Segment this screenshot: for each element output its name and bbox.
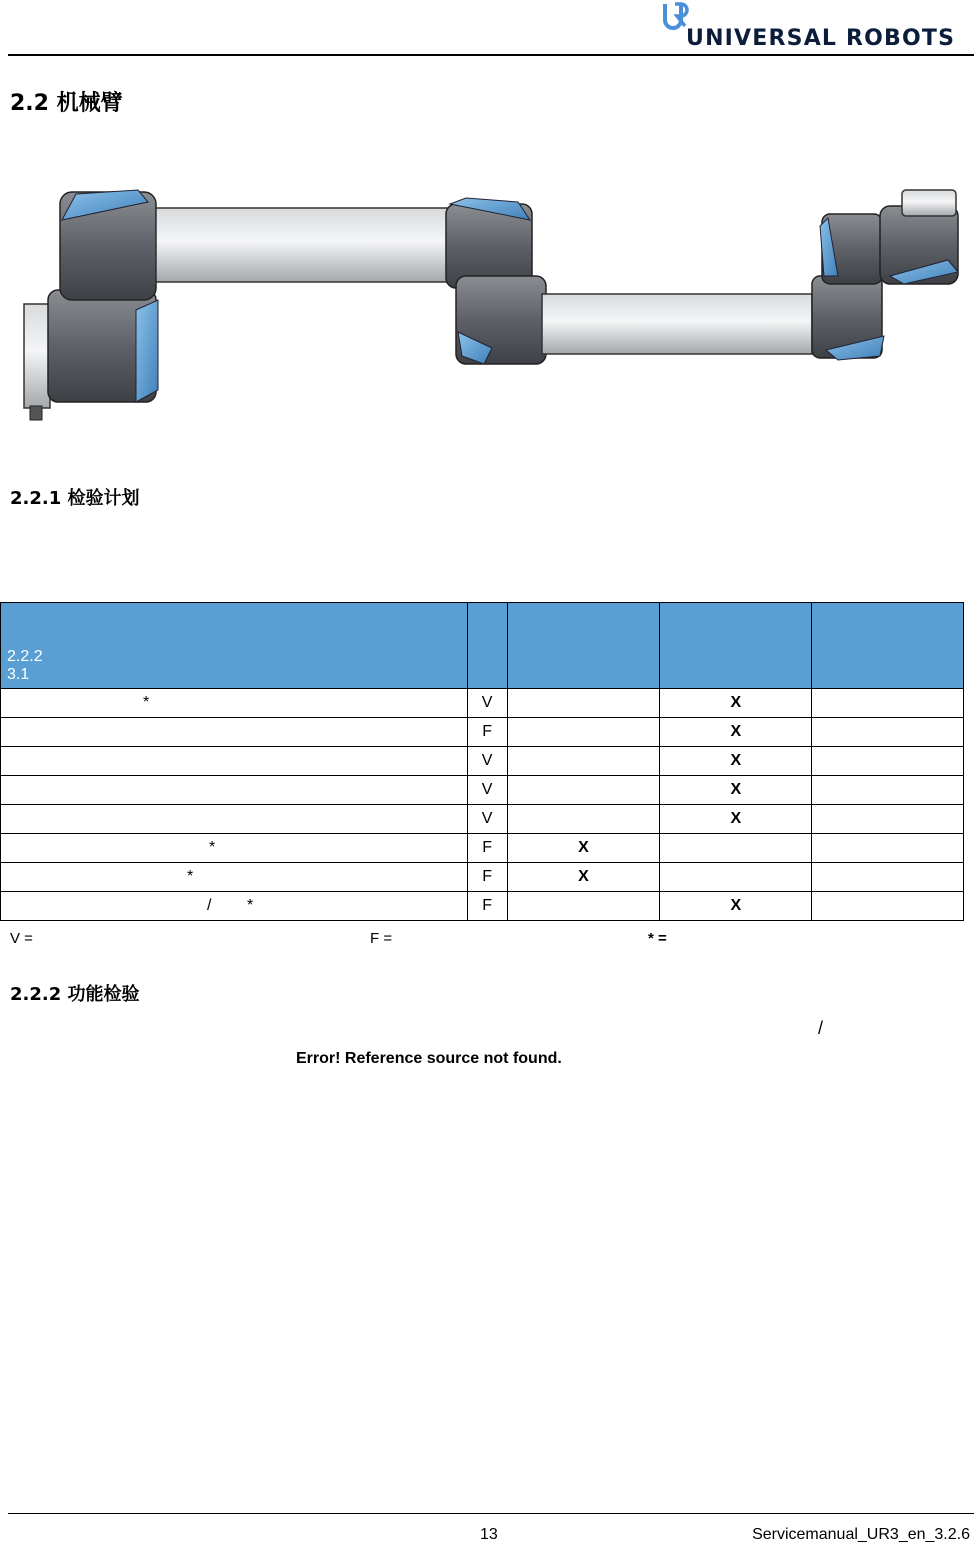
method-cell: V [467,805,507,834]
legend-star: * = [648,930,667,947]
mark-cell [507,805,660,834]
table-header-row [1,603,964,689]
mark-cell: X [660,776,812,805]
table-header-cell [507,603,660,689]
mark-cell: X [660,805,812,834]
page-footer [8,1513,974,1548]
mark-cell [507,747,660,776]
mark-cell [507,718,660,747]
table-row [1,718,964,747]
item-text: * [187,868,194,885]
item-cell [1,892,468,921]
mark-cell [812,892,964,921]
item-cell [1,747,468,776]
mark-cell [507,689,660,718]
mark-cell [812,776,964,805]
mark-cell [812,863,964,892]
legend-v: V = [10,930,33,947]
inspection-plan-table [0,602,964,921]
legend-f: F = [370,930,393,947]
method-cell: F [467,892,507,921]
mark-cell [812,689,964,718]
item-cell [1,718,468,747]
table-header-cell [1,603,468,689]
mark-cell [812,805,964,834]
item-text: * [143,694,150,711]
robot-arm-illustration [18,180,974,430]
section-title: 2.2 机械臂 [10,91,123,116]
mark-cell [660,834,812,863]
mark-cell: X [660,718,812,747]
item-text: / * [207,897,254,914]
universal-robots-logo [650,0,970,52]
item-cell [1,776,468,805]
item-text: * [209,839,216,856]
item-cell [1,689,468,718]
mark-cell: X [660,747,812,776]
page-number: 13 [480,1526,498,1543]
table-row [1,805,964,834]
method-cell: F [467,834,507,863]
inspection-plan-title: 2.2.1 检验计划 [10,488,140,509]
item-cell [1,805,468,834]
table-row [1,834,964,863]
method-cell: V [467,747,507,776]
manual-name: Servicemanual_UR3_en_3.2.6 [752,1526,970,1543]
header-cell-text: 2.2.2 3.1 [7,648,43,683]
table-header-cell [660,603,812,689]
mark-cell: X [507,863,660,892]
table-row [1,863,964,892]
function-check-title: 2.2.2 功能检验 [10,984,140,1005]
mark-cell [660,863,812,892]
mark-cell [812,834,964,863]
mark-cell: X [660,892,812,921]
table-header-cell [467,603,507,689]
method-cell: V [467,689,507,718]
logo-text: UNIVERSAL ROBOTS [686,26,956,51]
table-header-cell [812,603,964,689]
method-cell: F [467,863,507,892]
item-cell [1,834,468,863]
method-cell: V [467,776,507,805]
page-header [8,0,974,56]
method-cell: F [467,718,507,747]
table-row [1,776,964,805]
table-row [1,747,964,776]
item-cell [1,863,468,892]
mark-cell [812,718,964,747]
mark-cell [507,892,660,921]
table-row [1,892,964,921]
mark-cell [812,747,964,776]
error-reference-text: Error! Reference source not found. [296,1050,562,1067]
mark-cell: X [507,834,660,863]
mark-cell [507,776,660,805]
slash-mark: / [818,1018,824,1038]
table-row [1,689,964,718]
mark-cell: X [660,689,812,718]
